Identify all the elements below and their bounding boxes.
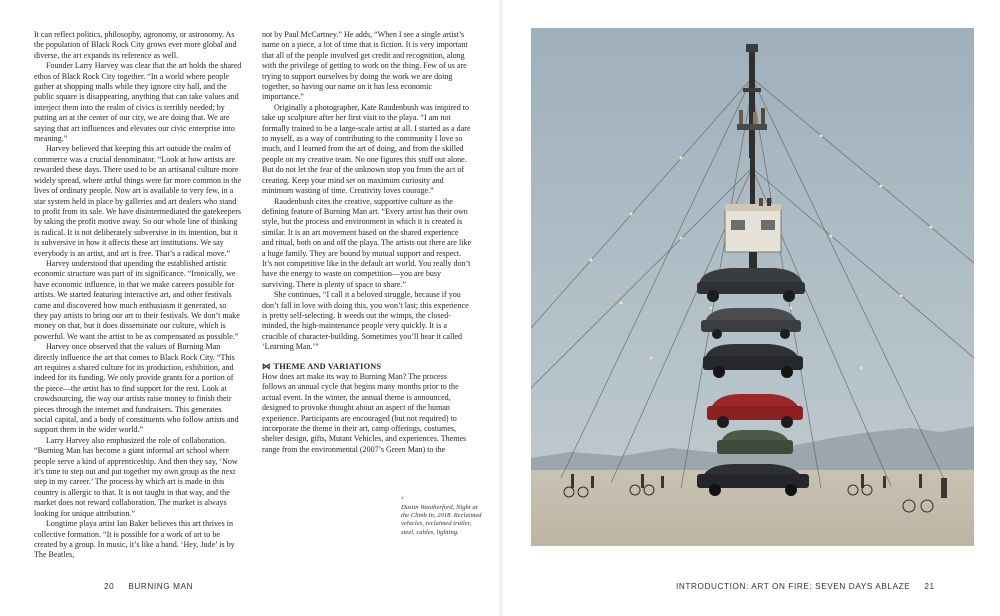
photo-illustration	[531, 28, 974, 546]
running-title: INTRODUCTION: ART ON FIRE: SEVEN DAYS ABLAZE	[676, 582, 911, 591]
photo-caption	[401, 494, 485, 537]
paragraph: Harvey understood that upending the established artistic economic structure was part of its significance. “Ironically, we have economic influence, in that we make careers possible for artists. We started featuring interactive art, and other festivals came and discovered how much enthusiasm it generated, so they pay artists to bring our art to their festivals. We don’t make money on that, but it does disseminate our culture, which is powerful. We want the artist to be as compensated as possible.”	[34, 258, 240, 341]
folio-right	[676, 582, 935, 591]
art-installation-photo	[531, 28, 974, 546]
page-number: 20	[104, 582, 115, 591]
paragraph: not by Paul McCartney.” He adds, “When I see a single artist’s name on a piece, a lot of time that is fiction. It is very important that all of the people involved get credit and recognition, along with the privilege of getting to work on the thing. Few of us are trying to support ourselves by doing the work we are doing together, so having our name on it has less economic importance.”	[262, 30, 468, 102]
section-ornament-icon: ⋈	[262, 361, 271, 371]
page-gutter	[498, 0, 504, 616]
page-number: 21	[924, 582, 935, 591]
running-title: BURNING MAN	[128, 582, 194, 591]
paragraph: Harvey once observed that the values of Burning Man directly influence the art that comes to Black Rock City. “This art requires a shared culture for its production, exhibition, and indeed for its funding. We only provide grants for a portion of the piece—the artist has to find support for the rest. Look at crowdsourcing, the way our artists raise money to finish their pieces through the internet and fundraisers. This generates social capital, and a body of constituents who follow artists and support them in the wider world.”	[34, 342, 239, 435]
paragraph: She continues, “I call it a beloved struggle, because if you don’t fall in love with doing this, you won’t last; this experience is pretty self-selecting. It weeds out the wimps, the closed-minded, the high-maintenance people very quickly. It is a crucible of character-building. Sometimes you’ll hear it called ‘Learning Man.’”	[262, 290, 469, 352]
caption-arrow-icon: ›	[401, 493, 404, 502]
caption-text: Dustin Weatherford, Night at the Climb In, 2018. Reclaimed vehicles, reclaimed trailer, steel, cables, lighting.	[401, 504, 482, 536]
paragraph: How does art make its way to Burning Man? The process follows an annual cycle that begins many months prior to the actual event. In the winter, the annual theme is announced, designed to provoke thought about an aspect of the human experience. Participants are encouraged (but not required) to incorporate the theme in their art, camp offerings, costumes, shelter design, gifts, Mutant Vehicles, and experiences. Themes range from the environmental (2007’s Green Man) to the	[262, 372, 467, 454]
section-heading-text: THEME AND VARIATIONS	[273, 361, 382, 371]
paragraph: Harvey believed that keeping this art outside the realm of commerce was a crucial denominator. “Look at how artists are rewarded these days. There used to be an artisanal culture more widely spread, where artful things were far more common in the lives of ordinary people. Now art is available to very few, in a star system held in place by galleries and art dealers who stand to profit from its sale. We have disintermediated the gatekeepers by taking the profit motive away. So our whole line of thinking is radical. It is not deliberately subversive in its intention, but it is subversive in how it affects these art institutions. We say everybody is an artist, and art is free. That’s a radical move.”	[34, 144, 242, 258]
folio-left	[104, 582, 193, 591]
paragraph: Founder Larry Harvey was clear that the art holds the shared ethos of Black Rock City together. “In a world where people gather at shopping malls while they ignore city hall, and the public square is disappearing, anything that can take values and interject them into the realm of civics is terribly needed; by putting art at the center of our city, we are doing that. We are saying that art influences and elevates our civic enterprise into meaning.”	[34, 61, 242, 144]
paragraph: Originally a photographer, Kate Raudenbush was inspired to take up sculpture after her first visit to the playa. “I am not formally trained to be a large-scale artist at all. I started as a dare to myself, as a way of contributing to the community I love so much, and I learned from the art of doing, and from the skilled people on my creative team. No one figures this stuff out alone. But do not let the fear of the unknown stop you from the act of creating. Keep your mind set on maximum curiosity and minimum wasting of time. Creativity loves courage.”	[262, 102, 471, 196]
paragraph: Longtime playa artist Ian Baker believes this art thrives in collective formation. “It is possible for a work of art to be created by a group. In music, it’s like a band. ‘Hey, Jude’ is by The Beatles,	[34, 519, 235, 560]
paragraph: It can reflect politics, philosophy, agronomy, or astronomy. As the population of Black Rock City grows ever more global and diverse, the art expands its reference as well.	[34, 30, 237, 60]
text-column-2	[262, 30, 472, 455]
text-column-1	[34, 30, 242, 561]
paragraph: Raudenbush cites the creative, supportive culture as the defining feature of Burning Man art. “Every artist has their own style, but the process and environment in which it is created is similar. It is an art movement based on the shared experience and ritual, both on and off the playa. The artists out there are like a huge family. They are bound by mutual support and respect. It’s not competitive like in the default art world. You really don’t have the energy to waste on competition—you are busy surviving. There is plenty of space to share.”	[262, 196, 472, 289]
paragraph: Larry Harvey also emphasized the role of collaboration. “Burning Man has become a giant informal art school where people serve a kind of apprenticeship. And then they say, ‘Now it’s time to step out and put together my own group as the next step in my career.’ The process by which art is made in this country is allergic to that. It is not taught in that way, and the market does not reward collaboration. The market is always looking for unique attribution.”	[34, 435, 238, 518]
section-heading	[262, 362, 472, 372]
